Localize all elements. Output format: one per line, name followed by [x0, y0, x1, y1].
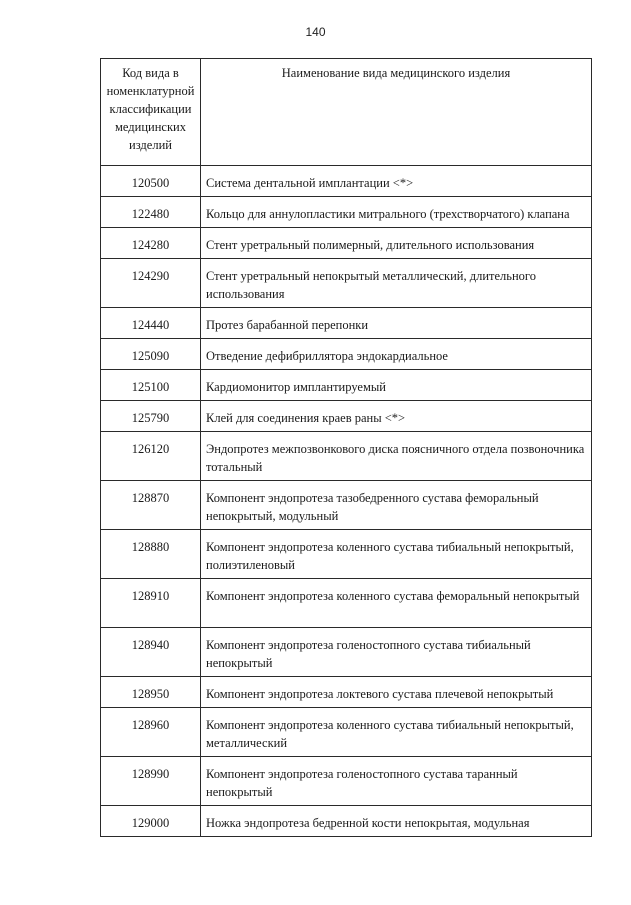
row-code: 125100 [101, 370, 201, 401]
row-code: 125790 [101, 401, 201, 432]
table-row [101, 579, 592, 628]
row-code: 124440 [101, 308, 201, 339]
row-code: 128990 [101, 757, 201, 806]
row-name: Стент уретральный полимерный, длительного использования [201, 228, 592, 259]
page-number: 140 [305, 25, 326, 39]
row-code: 124280 [101, 228, 201, 259]
table-row [101, 259, 592, 308]
row-name: Ножка эндопротеза бедренной кости непокрытая, модульная [201, 806, 592, 837]
row-name: Компонент эндопротеза коленного сустава феморальный непокрытый [201, 579, 592, 628]
row-name: Кардиомонитор имплантируемый [201, 370, 592, 401]
table-row [101, 166, 592, 197]
row-name: Компонент эндопротеза голеностопного сустава таранный непокрытый [201, 757, 592, 806]
row-code: 128960 [101, 708, 201, 757]
row-name: Система дентальной имплантации <*> [201, 166, 592, 197]
table-row [101, 806, 592, 837]
row-code: 125090 [101, 339, 201, 370]
table-row [101, 228, 592, 259]
row-code: 126120 [101, 432, 201, 481]
row-name: Клей для соединения краев раны <*> [201, 401, 592, 432]
row-name: Отведение дефибриллятора эндокардиальное [201, 339, 592, 370]
table-row [101, 401, 592, 432]
table-row [101, 432, 592, 481]
device-registry-table [100, 58, 592, 837]
row-code: 128870 [101, 481, 201, 530]
row-name: Компонент эндопротеза голеностопного сустава тибиальный непокрытый [201, 628, 592, 677]
row-name: Компонент эндопротеза тазобедренного сустава феморальный непокрытый, модульный [201, 481, 592, 530]
row-code: 128910 [101, 579, 201, 628]
row-name: Компонент эндопротеза коленного сустава тибиальный непокрытый, полиэтиленовый [201, 530, 592, 579]
table-row [101, 757, 592, 806]
table-row [101, 708, 592, 757]
table-row [101, 481, 592, 530]
row-name: Компонент эндопротеза коленного сустава тибиальный непокрытый, металлический [201, 708, 592, 757]
row-code: 129000 [101, 806, 201, 837]
row-name: Эндопротез межпозвонкового диска поясничного отдела позвоночника тотальный [201, 432, 592, 481]
table-row [101, 197, 592, 228]
row-code: 122480 [101, 197, 201, 228]
row-code: 128940 [101, 628, 201, 677]
row-name: Компонент эндопротеза локтевого сустава плечевой непокрытый [201, 677, 592, 708]
row-code: 124290 [101, 259, 201, 308]
table-row [101, 677, 592, 708]
table-row [101, 370, 592, 401]
header-name: Наименование вида медицинского изделия [201, 59, 592, 166]
row-code: 128880 [101, 530, 201, 579]
row-name: Протез барабанной перепонки [201, 308, 592, 339]
row-code: 120500 [101, 166, 201, 197]
table-row [101, 628, 592, 677]
header-code: Код вида в номенклатурной классификации медицинских изделий [101, 59, 201, 166]
table-header-row [101, 59, 592, 166]
row-name: Кольцо для аннулопластики митрального (трехстворчатого) клапана [201, 197, 592, 228]
table-row [101, 530, 592, 579]
table-row [101, 308, 592, 339]
table-row [101, 339, 592, 370]
row-name: Стент уретральный непокрытый металлический, длительного использования [201, 259, 592, 308]
row-code: 128950 [101, 677, 201, 708]
